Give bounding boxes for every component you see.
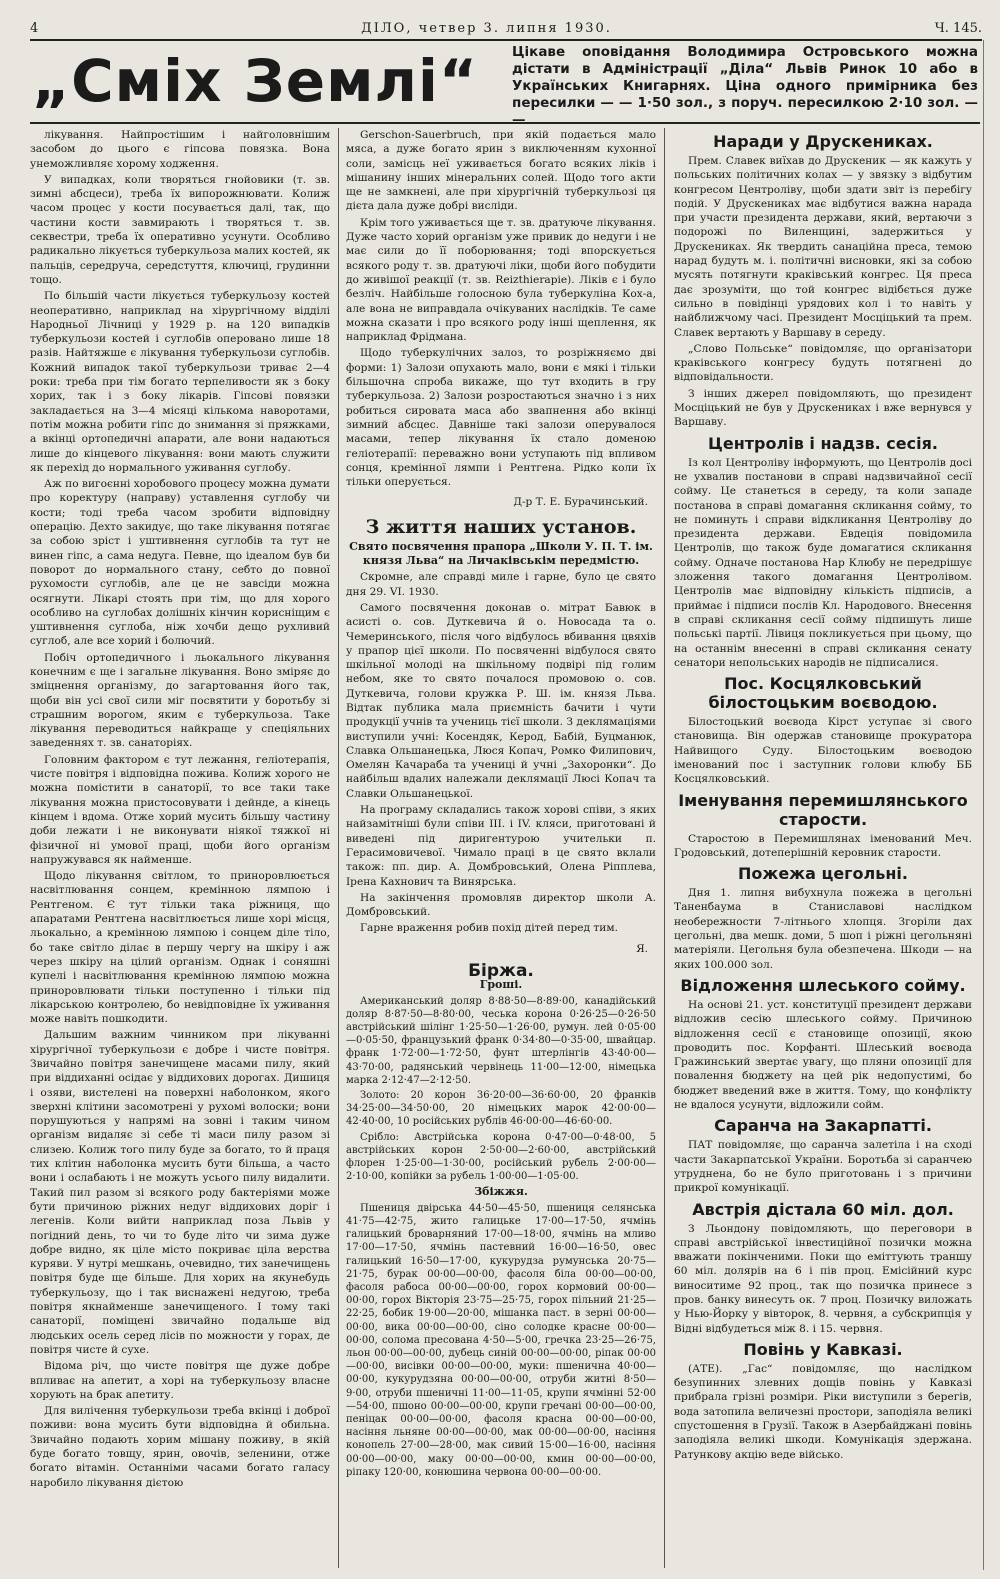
paragraph: Гарне враження робив похід дітей перед тим. (360, 922, 618, 935)
newspaper-masthead-line: ДІЛО, четвер 3. липня 1930. (361, 21, 612, 36)
paragraph: Білостоцький воєвода Кірст уступає зі свого становища. Він одержав становище прокуратора Найвищого Суду. Білостоцьким воєводою іменований пос і заступник голови клюбу ББ Косцялковський. (674, 716, 972, 786)
gold-rates: Золото: 20 корон 36·20·00—36·60·00, 20 франків 34·25·00—34·50·00, 20 німецьких марок 42·00·00—42·40·00, 10 російських рублів 46·00·00—46·60·00. (346, 1090, 656, 1128)
paragraph: Щодо туберкулічних залоз, то розріжняємо дві форми: 1) Залози опухають мало, вони є мякі і тільки більшочна спроба викаже, що тут входить в гру туберкульоза. 2) Залози розростаються значно і з них робиться сировата маса або звапнення або вкінці зимний абсцес. Давніше такі залози оперувалося масами, тепер лікування їх стало доменою геліотерапії: переважно вони уступають під впливом сонця, кремінної лямпи і Рентгена. Рідко коли їх тільки оперується. (346, 347, 656, 489)
ad-text: Цікаве оповідання Володимира Островського можна дістати в Адміністрації „Діла“ Львів Ринок 10 або в Українських Книгарнях. Ціна одного примірника без пересилки — — 1·50 зол., з поруч. пересилкою 2·10 зол. — — (512, 44, 978, 128)
paragraph: ПАТ повідомляє, що саранча залетіла і на сході части Закарпатської України. Боротьба зі саранчею утруднена, бо не було приготовань і з причини прикрої комунікації. (674, 1139, 972, 1195)
article-title: Наради у Друскениках. (713, 132, 933, 151)
article-title: Іменування перемишлянського старости. (678, 790, 968, 829)
paragraph: Аж по вигоєнні хоробового процесу можна думати про коректуру (направу) уставлення суглобу чи кости; тоді треба часом зробити відповідну операцію. Дехто закидує, що таке лікування потягає за собою зріст і уштивнення суглобів та тут не винен гіпс, а сама недуга. Певне, що ідеалом був би поворот до нормального стану, себто до повної рухомости суглобів, але це не завсіди можна осягнути. Лікарі стоять при тім, що для хорого особливо на суглобах долішніх кінчин корисніщим є уштивнення суглоба, ніж хочби дещо рухливий суглоб, але все хорий і болючий. (30, 478, 330, 648)
paragraph: Із кол Центроліву інформують, що Центролів досі не ухвалив постанови в справі надзвичайної сесії сойму. Це станеться в середу, та коли западе постанова в справі домагання скликання сойму, то не поминуть і справи відкликання Центроліву до президента держави. Евдеція повідомила Центролів, що також буде домагатися скликання сойму. Одначе постанова Нар Клюбу не передрішує зложення такого домагання Центролівом. Центролів має відповідну кількість підписів, а приймає і підписи послів Кл. Народового. Внесення в справі скликання сесії сойму підпишуть лише польські партії. Лівиця покликується при цьому, що на останнім внесенні в справі скликання сенату сенатори непольських народів не підписалися. (674, 456, 972, 669)
paragraph: лікування. Найпростішим і найголовнішим засобом до цього є гіпсова повязка. Вона унеможливляє хорому ходження. (30, 129, 330, 170)
paragraph: Самого посвячення доконав о. мітрат Бавюк в асисті о. сов. Дуткевича й о. Новосада та о. Чемеринського, після чого відбулось вбивання цвяхів у прапор цієї школи. По посвяченні відбулося свято шкільної молоді на шкільному подвірі під голим небом, яке то свято почалося промовою о. сов. Дуткевича, голови кружка Р. Ш. ім. князя Льва. Відтак публика мала приємність бачити і чути продукції учнів та учениць тієї школи. З деклямаціями виступили учні: Косендяк, Керод, Бабій, Буцманюк, Славка Ольшанецька, Люся Копач, Ромко Филипович, Омелян Качараба та учениці й учні „Захоронки“. До найбільш вдалих належали деклямації Люсі Копач та Славки Ольшанецької. (346, 601, 656, 800)
paragraph: Для вилічення туберкульози треба вкінці і доброї поживи: вона мусить бути відповідна й обильна. Звичайно подають хорим мішану поживу, в якій буде богато товщу, ярин, овочів, зеленини, отже богато вітамін. Останніми часами богато галасу наробило лікування дієтою (30, 1405, 330, 1489)
paragraph: На закінчення промовляв директор школи А. Домбровський. (346, 891, 656, 919)
ad-title: „Сміх Землі“ (32, 47, 479, 115)
paragraph: Старостою в Перемишлянах іменований Меч. Гродовський, дотеперішній керовник старости. (674, 832, 972, 859)
money-rates: Американський доляр 8·88·50—8·89·00, канадійський доляр 8·87·50—8·80·00, чеська корона 0·26·25—0·26·50 австрійський шілінг 1·25·50—1·26·00, румун. лей 0·05·00—0·05·50, французький франк 0·34·80—0·35·00, швайцар. франк 1·72·00—1·72·50, фунт штерлінгів 43·40·00—43·70·00, радянський червінець 11·00—12·00, німецька марка 2·12·47—2·12·50. (346, 995, 656, 1086)
column-divider (338, 128, 339, 1568)
article-subtitle: Свято посвячення прапора „Школи У. П. Т. ім. князя Льва“ на Личаківськім передмістю. (349, 539, 653, 568)
article-title: Повінь у Кавказі. (743, 1339, 903, 1359)
paragraph: По більшій части лікується туберкульозу костей неоперативно, наприклад на хірургічному відділі Народньої Лічниці у 1929 р. на 120 випадків туберкульози костей і суглобів оперовано лише 18 разів. Найтяжше є лікування туберкульози суглобів. Кожний випадок такої туберкульози триває 2—4 роки: треба при тім богато терпеливости як з боку хорих, так і з боку лікарів. Гіпсові повязки закладається на 3—4 місяці кількома наворотами, потім можна робити гіпс до знимання зі пряжками, а вкінці ортопедичні апарати, але вони надаються лише до кінцевого лікування: вони мають служити як перехід до нормального уживання суглобу. (30, 290, 330, 474)
paragraph: На програму складались також хорові співи, з яких найзамітніші були співи III. і IV. кляси, приготовані й виведені під диригентурою учительки п. Герасимовичевої. Чимало праці в це свято вклали також: пп. дир. А. Домбровський, Олена Ріпплева, Ірена Кахнович та Винярська. (346, 804, 656, 888)
adjacent-page-edge (983, 40, 1000, 1570)
issue-number: Ч. 145. (934, 21, 982, 36)
paragraph: З Льондону повідомляють, що переговори в справі австрійської інвестиційної позички можна вважати покінченими. Поки що еміттують траншу 60 міл. долярів на 6 і пів проц. Емісійний курс виноситиме 92 проц., так що позичка принесе з пров. банку винесуть ок. 7 проц. Позичку виложать у Нью-Йорку у вівторок, 8. червня, а субскрипція у Відні відбудеться між 8. і 15. червня. (674, 1222, 972, 1335)
author-initial: Я. (636, 942, 648, 955)
paragraph: Прем. Славек виїхав до Друскеник — як кажуть у польських політичних колах — у звязку з відбутим конгресом Центроліву, щоби здати звіт із перебігу подій. У Друскениках має відбутися важна нарада при участи президента держави, який, вертаючи з подорожі по Виленщині, задержиться у Друскениках. Як твердить санаційна преса, темою нарад будуть м. і. політичні висновки, які за собою мусять потягнути краківський конгрес. Ця преса дає зрозуміти, що той конгрес відібється дуже сильно в повідінці урядових кол і то навіть у найближчому часі. Президент Мосціцький та прем. Славек вертають у Варшаву в середу. (674, 155, 972, 339)
book-advertisement (30, 40, 980, 128)
paragraph: Gerschon-Sauerbruch, при якій подається мало мяса, а дуже богато ярин з виключенням кухонної соли, замісць неї уживається богато всяких ліків і мішанину інших мінеральних солей. Щодо того акти ще не замкнені, але при хірургічній туберкульозі ця дієта дала дуже добрі висліди. (346, 129, 656, 213)
silver-rates: Срібло: Австрійська корона 0·47·00—0·48·00, 5 австрійських корон 2·50·00—2·60·00, австрійський флорен 1·25·00—1·30·00, російський рубель 2·00·00—2·10·00, копійки за рубель 1·00·00—1·05·00. (346, 1131, 656, 1183)
column-divider (664, 128, 665, 1568)
paragraph: Головним фактором є тут лежання, геліотерапія, чисте повітря і відповідна пожива. Колиж хорого не можна помістити в санаторії, то все таки таке лікування можна пристосовувати і дейнде, а кінець кінцем і вдома. Отже хорий мусить більшу частину доби лежати і не виконувати ніякої тяжкої ні фізичної ні умової праці, щоби його організм напружувався як найменше. (30, 753, 330, 866)
column-1 (30, 128, 330, 1568)
article-title: Пос. Косцялковський білостоцьким воєводою. (708, 674, 938, 713)
article-title: Саранча на Закарпатті. (714, 1116, 932, 1136)
section-title: З життя наших установ. (365, 515, 637, 538)
paragraph: Крім того уживається ще т. зв. дратуюче лікування. Дуже часто хорий організм уже привик до недуги і не має сили до її поборювання; тоді впорскується всякого роду т. зв. дратуючі ліки, щоби його побудити до живішої реакції (т. зв. Reizthierapie). Ліків є і було безліч. Найбільше голосною була туберкуліна Кох-а, але вона не виправдала очікуваних наслідків. Те саме можна сказати і про всякого роду інші щеплення, як наприклад Фрідмана. (346, 216, 656, 344)
author-signature: Д-р Т. Е. Бурачинський. (513, 496, 648, 509)
article-title: Австрія дістала 60 міл. дол. (692, 1199, 954, 1219)
paragraph: На основі 21. уст. конституції президент держави відложив сесію шлеського сойму. Причиною відложення сесії є становище опозиції, якою проводить пос. Корфанті. Шлеський воєвода Гражинський звертає увагу, що пляни опозиції для повалення бюджету на цей рік недопустимі, бо бюджет введений вже в життя. Тому, що конфлікту не вдалося усунути, відложили сойм. (674, 998, 972, 1112)
paragraph: Дня 1. липня вибухнула пожежа в цегольні Таненбаума в Станиславові наслідком необережности 7-літнього хлопця. Згоріли дах цегольні, два мешк. доми, 5 шоп і ріжні цегольняні матеріяли. Цегольня була обезпечена. Шкоди — на яких 100.000 зол. (674, 887, 972, 971)
paragraph: Побіч ортопедичного і льокального лікування конечним є ще і загальне лікування. Воно зміряє до зміцнення організму, до загартовання його так, щоби він усі свої сили міг посвятити у боротьбу зі страшним ворогом, яким є туберкульоза. Таке лікування переводиться найкраще у спеціяльних заведеннях т. зв. санаторіях. (30, 651, 330, 750)
column-2 (346, 128, 656, 1568)
column-3 (674, 128, 972, 1568)
grain-rates: Пшениця двірська 44·50—45·50, пшениця селянська 41·75—42·75, жито галицьке 17·00—17·50, ячмінь галицький броварняний 17·00—18·00, ячмінь на мливо 17·00—17·50, ячмінь пастевний 16·00—16·50, овес галицький 16·50—17·00, кукурудза румунська 20·75—21·75, бурак 00·00—00·00, фасоля біла 00·00—00·00, фасоля рабоса 00·00—00·00, горох кормовий 00·00—00·00, горох Вікторія 23·75—25·75, горох пільний 21·25—22·25, бобик 19·00—20·00, мішанка паст. в зерні 00·00—00·00, вика 00·00—00·00, сіно солодке красне 00·00—00·00, солома пресована 4·50—5·00, гречка 23·25—26·75, льон 00·00—00·00, дубець синій 00·00—00·00, ріпак 00·00—00·00, висівки 00·00—00·00, муки: пшенична 40·00—00·00, кукурудзяна 00·00—00·00, отруби житні 8·50—9·00, отруби пшеничні 11·00—11·05, крупи ячмінні 52·00—54·00, пшоно 00·00—00·00, крупи гречані 00·00—00·00, пеніцак 00·00—00·00, фасоля красна 00·00—00·00, насіння льняне 00·00—00·00, мак 00·00—00·00, насіння конопель 27·00—28·00, мак сивий 15·00—16·00, насіння 00·00—00·00, маку 00·00—00·00, кмин 00·00—00·00, ріпаку 120·00, конюшина червона 00·00—00·00. (346, 1202, 656, 1478)
money-subtitle: Гроші. (479, 978, 523, 992)
paragraph: Щодо лікування світлом, то приноровлюється насвітлювання сонцем, кремінною лямпою і Рентгеном. Є тут тільки така ріжниця, що апаратами Рентгена насвітлюється лише хорі місця, льокально, а кремінною лямпою і сонцем діле тіло, бо таке світло ділає в першу чергу на шкіру і аж через шкіру на цілий організм. Однак і соняшні купелі і насвітлювання кремінною лямпою можна приноровлювати тільки поступенно і тільки під лікарською контролею, бо невідповідне їх уживання може навіть пошкодити. (30, 870, 330, 1026)
paragraph: Відома річ, що чисте повітря ще дуже добре впливає на апетит, а хорі на туберкульозу власне хорують на брак апетиту. (30, 1360, 330, 1401)
paragraph: Скромне, але справді миле і гарне, було це свято дня 29. VI. 1930. (346, 571, 656, 598)
article-title: Відложення шлеського сойму. (680, 975, 966, 995)
paragraph: У випадках, коли творяться гнойовики (т. зв. зимні абсцеси), треба їх випорожнювати. Колиж часом процес у кости посувається далі, так, що частини кости завмирають і творяться т. зв. секвестри, треба їх оперативно усунути. Особливо радикально лікується туберкульоза малих костей, як пальців, середруча, середстуття, ключиці, грудинни тощо. (30, 173, 330, 286)
article-title: Центролів і надзв. сесія. (708, 433, 938, 453)
page-header (30, 10, 982, 41)
page-number: 4 (30, 21, 39, 36)
exchange-title: Біржа. (468, 961, 534, 982)
article-title: Пожежа цегольні. (738, 864, 908, 884)
paragraph: З інших джерел повідомляють, що президент Мосціцький не був у Друскениках і вже вернувся у Варшаву. (674, 387, 972, 429)
paragraph: (АТЕ). „Гас“ повідомляє, що наслідком безупинних злевних дощів повінь у Кавказі прибрала грізні розміри. Ріки виступили з берегів, вода затопила величезні простори, заподіяла великі спустошення в Грузії. Також в Азербайджані повінь заподіяла великі шкоди. Комунікація здержана. Ратунковy акцію веде військо. (674, 1362, 972, 1461)
paragraph: Дальшим важним чинником при лікуванні хірургічної туберкульози є добре і чисте повітря. Звичайно повітря занечищене масами пилу, який при віддиханні осідає у віддихових дорогах. Дишиця і озяви, вистелені на поверхні наболонком, якого зверхні клітини засомотрені у рухомі волоски; вони порушуються у напрямі на зовні і таким чином організм видаляє зі себе ті маси пилу разом зі слизею. Колиж того пилу буде за богато, то й праця тих клітин наболонка мусить бути більша, а часто вони і ослабають і не можуть усього пилу видалити. Такий пил разом зі всякого роду бактеріями може бути причиною ріжних недуг віддихових доріг і легенів. Коли вийти наприклад поза Львів у погідний день, то чи то буде літо чи зима дуже добре видно, як ціле місто покриває ціла верства куряви. У нутрі мешкань, очевидно, тих занечищень повітря буде ще більше. Для хорих на якунебудь туберкульозу, що і так виснажені недугою, треба повітря якнайменше занечищеного. І тому такі санаторії, поміщені звичайно подальше від людських осель серед лісів по можности у горах, де повітря чисте й сухе. (30, 1029, 330, 1356)
grain-subtitle: Збіжжя. (474, 1185, 528, 1199)
paragraph: „Слово Польське“ повідомляє, що організатори краківського конгресу будуть потягнені до відповідальности. (674, 342, 972, 384)
